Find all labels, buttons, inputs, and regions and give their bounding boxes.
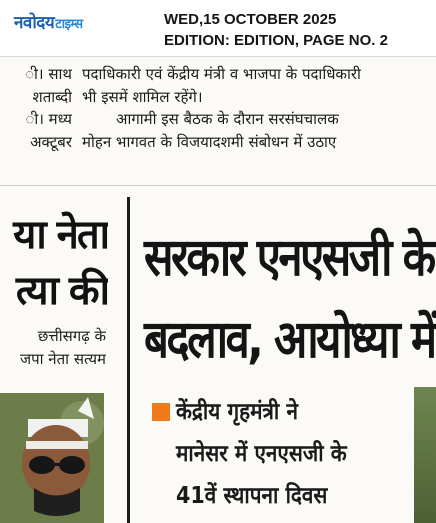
headline-line: बदलाव, आयोध्या में bbox=[144, 310, 435, 370]
column-divider bbox=[127, 197, 130, 523]
news-photo-edge bbox=[414, 387, 436, 523]
logo-sub-text: टाइम्स bbox=[55, 17, 83, 32]
text-line: ी। साथ bbox=[25, 65, 72, 83]
news-photo-person bbox=[0, 393, 104, 523]
date-line: WED,15 OCTOBER 2025 bbox=[164, 11, 337, 28]
headline-line: या नेता bbox=[13, 212, 108, 258]
text-line: जपा नेता सत्यम bbox=[20, 350, 106, 368]
newspaper-logo[interactable] bbox=[14, 10, 83, 33]
section-divider bbox=[0, 185, 436, 186]
headline-line: सरकार एनएसजी के bbox=[144, 228, 434, 288]
left-story-body bbox=[0, 325, 106, 371]
text-line: छत्तीसगढ़ के bbox=[37, 327, 106, 345]
left-column-text bbox=[0, 63, 72, 153]
left-story-headline bbox=[0, 207, 108, 319]
text-line: ी। मध्य bbox=[25, 110, 72, 128]
text-line: मोहन भागवत के विजयादशमी संबोधन में उठाए bbox=[82, 132, 337, 151]
epaper-header bbox=[0, 0, 436, 57]
newspaper-page bbox=[0, 57, 436, 523]
sub-headline bbox=[176, 391, 347, 517]
text-line: अक्टूबर bbox=[30, 132, 72, 151]
text-line: भी इसमें शामिल रहेंगे। bbox=[82, 87, 203, 106]
subhead-line: मानेसर में एनएसजी के bbox=[176, 441, 347, 467]
subhead-line: 41वें स्थापना दिवस bbox=[176, 483, 328, 509]
bullet-square-icon bbox=[152, 403, 170, 421]
text-line: पदाधिकारी एवं केंद्रीय मंत्री व भाजपा के पदाधिकारी bbox=[82, 65, 361, 83]
text-line: आगामी इस बैठक के दौरान सरसंघचालक bbox=[116, 110, 339, 128]
logo-main-text: नवोदय bbox=[14, 13, 55, 33]
text-line: शताब्दी bbox=[32, 87, 72, 106]
person-photo-illustration bbox=[0, 393, 104, 523]
main-headline[interactable] bbox=[144, 217, 435, 381]
headline-line: त्या की bbox=[15, 268, 108, 314]
right-column-text bbox=[82, 63, 361, 153]
edition-info bbox=[164, 9, 388, 51]
edition-line: EDITION: EDITION, PAGE NO. 2 bbox=[164, 32, 388, 49]
subhead-line: केंद्रीय गृहमंत्री ने bbox=[176, 399, 298, 425]
